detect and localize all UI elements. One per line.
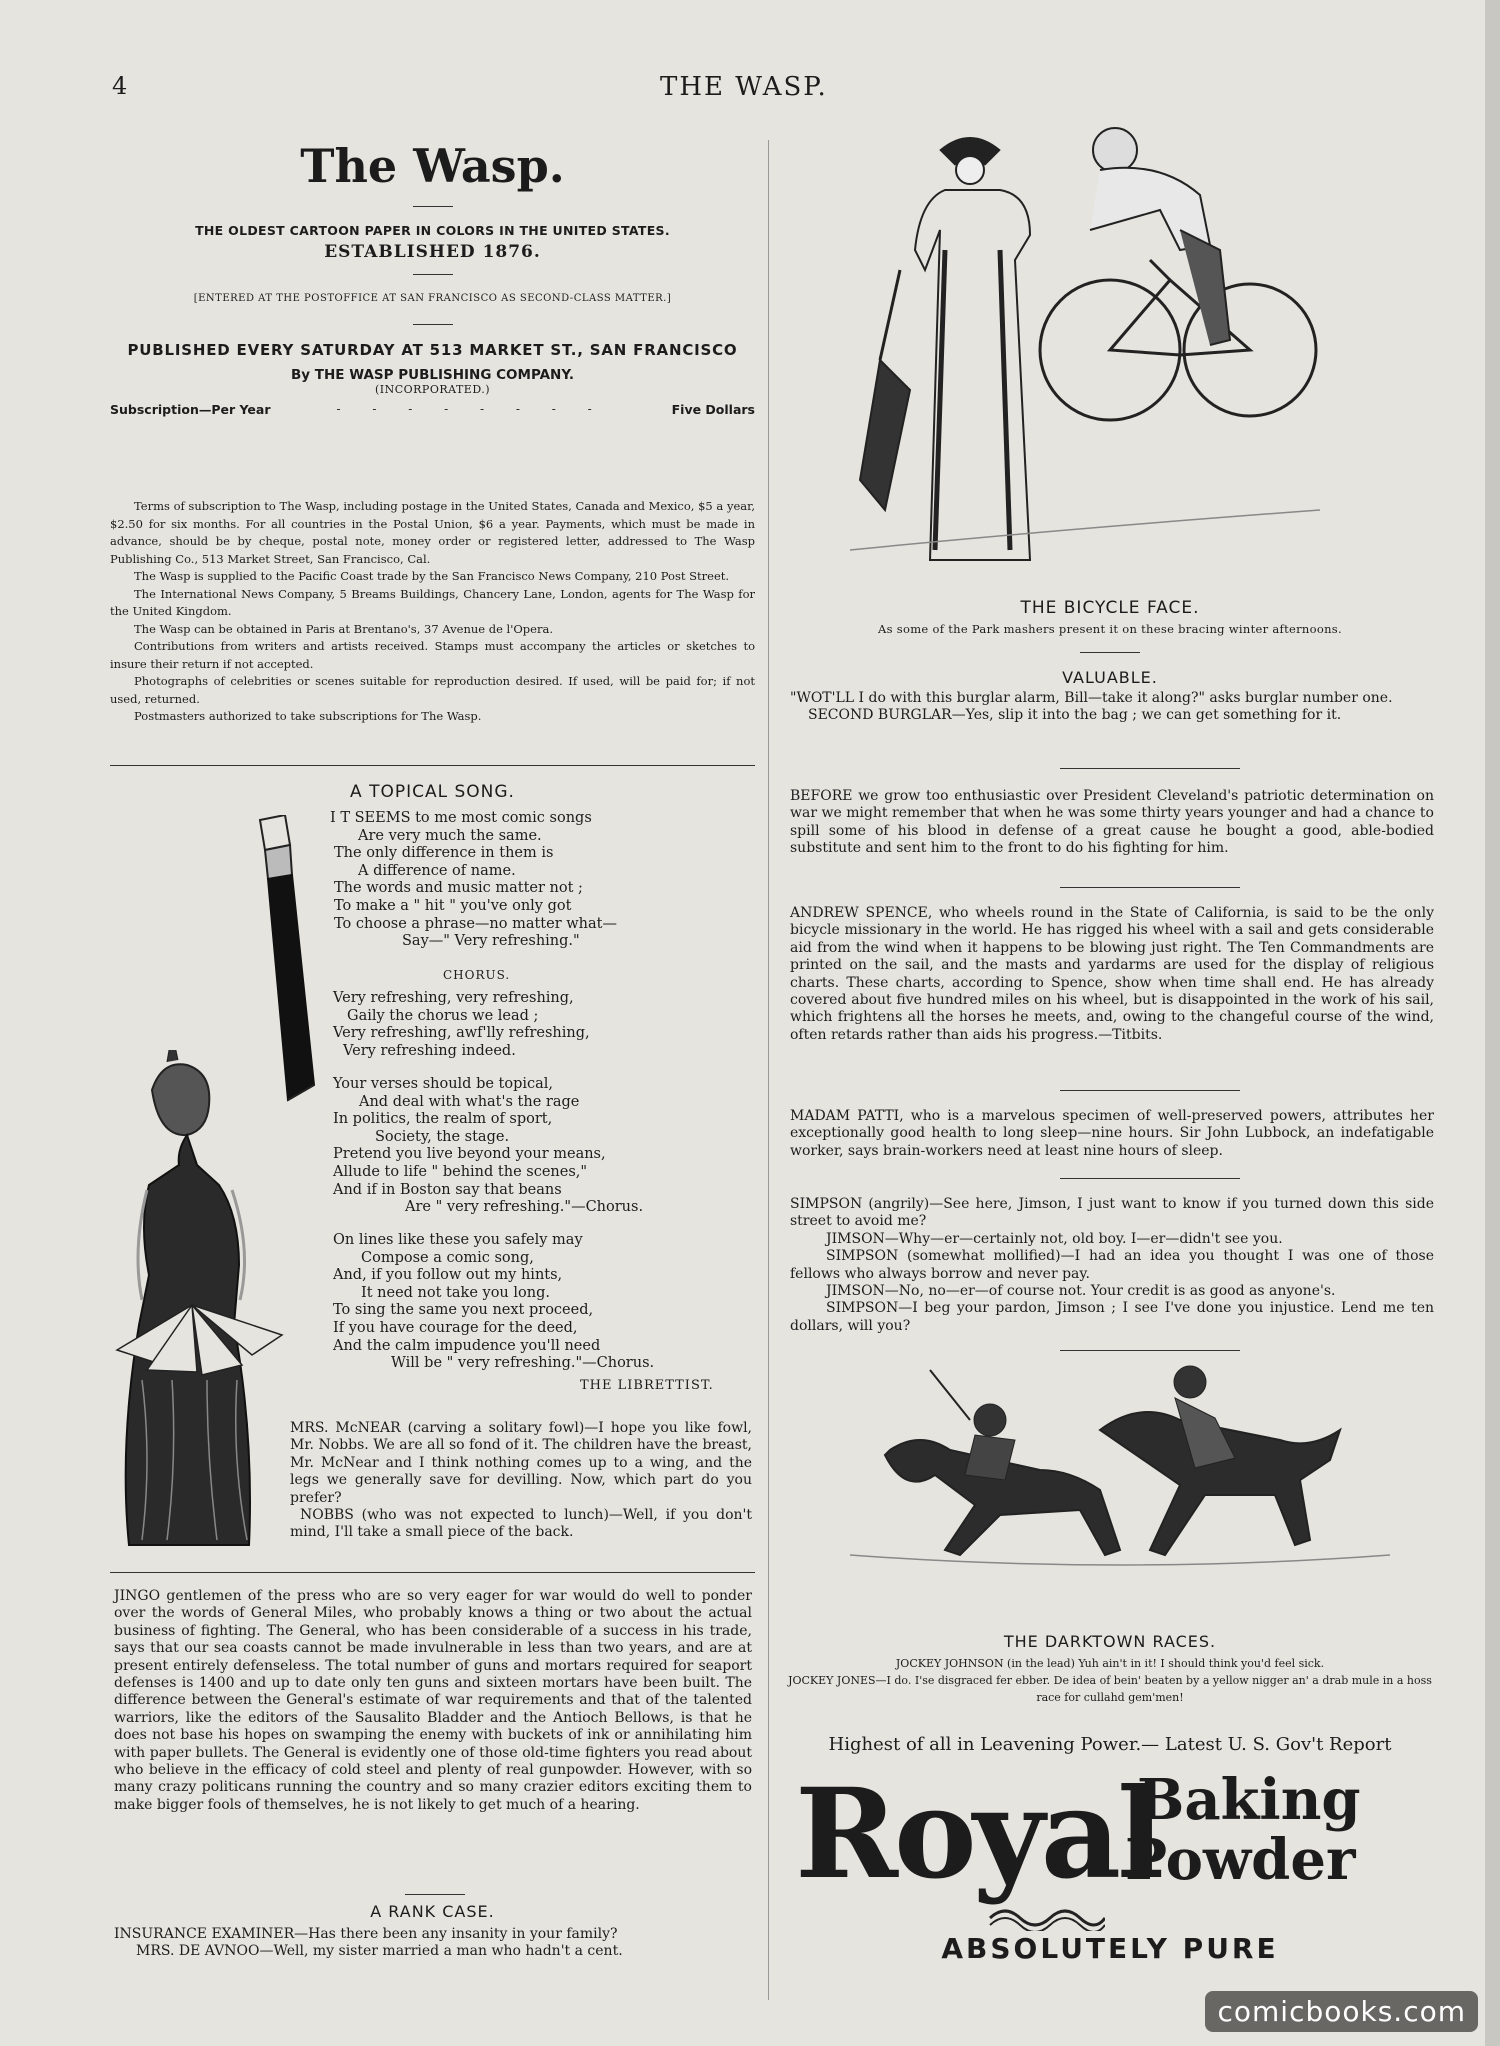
song-stanza-2 xyxy=(333,1076,753,1217)
verse-line: And deal with what's the rage xyxy=(359,1093,580,1110)
ad-ornament-icon xyxy=(985,1905,1105,1931)
masthead-tagline: THE OLDEST CARTOON PAPER IN COLORS IN THE UNITED STATES. xyxy=(195,223,670,238)
song-stanza-1 xyxy=(330,810,750,951)
masthead-incorporated: (INCORPORATED.) xyxy=(374,383,491,396)
royal-baking-powder-ad xyxy=(785,1720,1435,1990)
terms-paragraph: Terms of subscription to The Wasp, including postage in the United States, Canada and Mexico, $5 a year, $2.50 for six months. For all countries in the Postal Union, $6 a year. Payments, which must be made in advance, should be by cheque, postal note, money order or registered letter, addressed to The Wasp Publishing Co., 513 Market Street, San Francisco, Cal. xyxy=(110,499,755,566)
verse-line: Are very much the same. xyxy=(358,827,542,844)
verse-line: Society, the stage. xyxy=(375,1128,510,1145)
simpson-item xyxy=(790,1196,1434,1335)
verse-line: To choose a phrase—no matter what— xyxy=(334,915,617,932)
verse-line: If you have courage for the deed, xyxy=(333,1319,578,1336)
verse-line: The words and music matter not ; xyxy=(334,880,583,897)
valuable-heading: VALUABLE. xyxy=(1062,668,1158,687)
running-head xyxy=(0,72,1485,112)
verse-line: Your verses should be topical, xyxy=(333,1076,554,1092)
bicycle-face-illustration xyxy=(850,120,1330,590)
watermark: comicbooks.com xyxy=(1205,1991,1478,2032)
ad-brand: Royal xyxy=(795,1762,1161,1907)
subscription-price: Five Dollars xyxy=(671,402,755,417)
ad-top-line: Highest of all in Leavening Power.— Latest U. S. Gov't Report xyxy=(828,1734,1392,1755)
verse-line: To sing the same you next proceed, xyxy=(333,1302,594,1319)
verse-line: In politics, the realm of sport, xyxy=(333,1111,553,1128)
spence-text: ANDREW SPENCE, who wheels round in the State of California, is said to be the only bicycle missionary in the world. He has rigged his wheel with a sail and gets considerable aid from the wind when it happens to be blowing just right. The Ten Commandments are printed on the sail, and the masts and yardarms are used for the display of religious charts. These charts, according to Spence, show when time shall end. He has already covered about five hundred miles on his wheel, but is disappointed in the work of his sail, which frightens all the horses he meets, and, owing to the changeful course of the wind, often retards rather than aids his progress.—Titbits. xyxy=(790,905,1434,1043)
verse-line: To make a " hit " you've only got xyxy=(334,897,572,914)
subscription-label: Subscription—Per Year xyxy=(110,402,271,417)
page-number: 4 xyxy=(112,72,128,100)
rank-case-heading: A RANK CASE. xyxy=(370,1902,495,1921)
song-stanza-3 xyxy=(333,1232,753,1373)
lady-with-fan-illustration xyxy=(112,1050,302,1560)
valuable-line: "WOT'LL I do with this burglar alarm, Bill—take it along?" asks burglar number one. xyxy=(790,690,1393,706)
spence-item xyxy=(790,905,1434,1044)
simpson-line: SIMPSON—I beg your pardon, Jimson ; I see I've done you injustice. Lend me ten dollars, will you? xyxy=(790,1300,1434,1334)
terms-block xyxy=(110,498,755,726)
verse-line: Say—" Very refreshing." xyxy=(402,933,580,950)
masthead-entered: [ENTERED AT THE POSTOFFICE AT SAN FRANCISCO AS SECOND-CLASS MATTER.] xyxy=(193,293,672,304)
terms-paragraph: Contributions from writers and artists received. Stamps must accompany the articles or sketches to insure their return if not accepted. xyxy=(110,639,755,671)
short-rule xyxy=(1060,1178,1240,1179)
masthead xyxy=(110,138,755,417)
verse-line: Very refreshing, very refreshing, xyxy=(333,990,574,1006)
cleveland-text: BEFORE we grow too enthusiastic over President Cleveland's patriotic determination on war we might remember that when he was some thirty years younger and had a chance to spill some of his blood in defense of a great cause he bought a good, able-bodied substitute and sent him to the front to do his fighting for him. xyxy=(790,788,1434,857)
ad-word-powder: Powder xyxy=(1125,1827,1356,1893)
valuable-item xyxy=(790,690,1434,725)
patti-text: MADAM PATTI, who is a marvelous specimen of well-preserved powers, attributes her exceptionally good health to long sleep—nine hours. Sir John Lubbock, an indefatigable worker, says brain-workers need at least nine hours of sleep. xyxy=(790,1108,1434,1159)
masthead-established: ESTABLISHED 1876. xyxy=(324,242,541,262)
terms-paragraph: The International News Company, 5 Breams Buildings, Chancery Lane, London, agents for The Wasp for the United Kingdom. xyxy=(110,586,755,618)
verse-line: Gaily the chorus we lead ; xyxy=(347,1007,539,1024)
races-caption: THE DARKTOWN RACES. xyxy=(1003,1632,1217,1651)
verse-line: Allude to life " behind the scenes," xyxy=(333,1163,588,1180)
verse-line: It need not take you long. xyxy=(361,1284,550,1301)
verse-line: And, if you follow out my hints, xyxy=(333,1267,563,1284)
races-line: JOCKEY JOHNSON (in the lead) Yuh ain't in it! I should think you'd feel sick. xyxy=(895,1657,1325,1670)
races-line: JOCKEY JONES—I do. I'se disgraced fer ebber. De idea of bein' beaten by a yellow nigger an' a drab mule in a hoss race for cullahd gem'men! xyxy=(788,1674,1432,1704)
verse-line: And if in Boston say that beans xyxy=(333,1181,562,1198)
verse-line: Will be " very refreshing."—Chorus. xyxy=(391,1355,655,1372)
patti-item xyxy=(790,1108,1434,1160)
simpson-line: JIMSON—Why—er—certainly not, old boy. I—er—didn't see you. xyxy=(826,1230,1283,1247)
short-rule xyxy=(1060,1090,1240,1091)
masthead-title: The Wasp. xyxy=(300,139,565,193)
simpson-line: JIMSON—No, no—er—of course not. Your credit is as good as anyone's. xyxy=(826,1283,1336,1300)
bicycle-subcaption: As some of the Park mashers present it on these bracing winter afternoons. xyxy=(878,622,1342,636)
short-rule xyxy=(1080,652,1140,653)
terms-paragraph: Postmasters authorized to take subscriptions for The Wasp. xyxy=(134,709,482,723)
verse-line: Very refreshing indeed. xyxy=(343,1042,516,1059)
running-title: THE WASP. xyxy=(660,72,828,102)
verse-line: Very refreshing, awf'lly refreshing, xyxy=(333,1025,590,1042)
short-rule xyxy=(1060,887,1240,888)
darktown-races-illustration xyxy=(850,1360,1390,1600)
masthead-published: PUBLISHED EVERY SATURDAY AT 513 MARKET ST., SAN FRANCISCO xyxy=(127,341,738,359)
short-rule xyxy=(405,1894,465,1895)
terms-paragraph: The Wasp is supplied to the Pacific Coast trade by the San Francisco News Company, 210 Post Street. xyxy=(134,569,730,583)
verse-line: And the calm impudence you'll need xyxy=(333,1337,601,1354)
verse-line: Pretend you live beyond your means, xyxy=(333,1146,606,1163)
short-rule xyxy=(1060,768,1240,769)
verse-line: On lines like these you safely may xyxy=(333,1232,583,1248)
mcnear-line: MRS. McNEAR (carving a solitary fowl)—I hope you like fowl, Mr. Nobbs. We are all so fond of it. The children have the breast, Mr. McNear and I think nothing comes up to a wing, and the legs we generally save for devilling. Now, which part do you prefer? xyxy=(290,1420,752,1506)
mcnear-line: NOBBS (who was not expected to lunch)—Well, if you don't mind, I'll take a small piece of the back. xyxy=(290,1507,752,1541)
terms-paragraph: The Wasp can be obtained in Paris at Brentano's, 37 Avenue de l'Opera. xyxy=(134,621,553,636)
bicycle-caption: THE BICYCLE FACE. xyxy=(1020,598,1200,618)
column-rule xyxy=(110,1572,755,1573)
verse-line: I T SEEMS to me most comic songs xyxy=(330,810,592,826)
masthead-by: By THE WASP PUBLISHING COMPANY. xyxy=(290,367,575,383)
mcnear-item xyxy=(290,1420,752,1542)
page-edge-shadow xyxy=(1485,0,1500,2046)
races-dialogue xyxy=(785,1655,1435,1706)
subscription-dots: - - - - - - - - xyxy=(336,402,606,416)
rank-case-item xyxy=(114,1926,754,1961)
jingo-item xyxy=(114,1588,752,1814)
rank-case-line: INSURANCE EXAMINER—Has there been any insanity in your family? xyxy=(114,1926,618,1942)
ad-bottom-line: ABSOLUTELY PURE xyxy=(941,1932,1279,1965)
simpson-line: SIMPSON (somewhat mollified)—I had an idea you thought I was one of those fellows who always borrow and never pay. xyxy=(790,1248,1434,1282)
verse-line: The only difference in them is xyxy=(334,845,554,862)
subscription-line xyxy=(110,402,755,417)
rank-case-line: MRS. DE AVNOO—Well, my sister married a man who hadn't a cent. xyxy=(136,1943,623,1960)
cleveland-item xyxy=(790,788,1434,858)
jingo-text: JINGO gentlemen of the press who are so very eager for war would do well to ponder over the words of General Miles, who probably knows a thing or two about the actual business of fighting. The General, who has been considerable of a success in his trade, says that our sea coasts cannot be made invulnerable in less than two years, and are at present entirely defenseless. The total number of guns and mortars required for seaport defenses is 1400 and up to date only ten guns and sixteen mortars have been built. The difference between the General's estimate of war requirements and that of the talented warriors, like the editors of the Sausalito Bladder and the Antioch Bellows, is that he does not base his hopes on swamping the enemy with buckets of ink or annihilating him with paper bullets. The General is evidently one of those old-time fighters you read about who believe in the efficacy of cold steel and plenty of real gunpowder. However, with so many crazy politicans running the country and so many crazier editors exciting them to make bigger fools of themselves, he is not likely to get much of a hearing. xyxy=(114,1588,752,1813)
column-rule xyxy=(110,765,755,766)
verse-line: Compose a comic song, xyxy=(361,1249,534,1266)
chorus-label: CHORUS. xyxy=(443,968,511,982)
simpson-line: SIMPSON (angrily)—See here, Jimson, I just want to know if you turned down this side street to avoid me? xyxy=(790,1196,1434,1230)
song-signature: THE LIBRETTIST. xyxy=(580,1378,714,1393)
terms-paragraph: Photographs of celebrities or scenes suitable for reproduction desired. If used, will be paid for; if not used, returned. xyxy=(110,674,755,706)
short-rule xyxy=(1060,1350,1240,1351)
verse-line: Are " very refreshing."—Chorus. xyxy=(405,1199,644,1216)
valuable-line: SECOND BURGLAR—Yes, slip it into the bag ; we can get something for it. xyxy=(808,707,1342,724)
ad-word-baking: Baking xyxy=(1137,1767,1361,1833)
column-divider xyxy=(768,140,769,2000)
topical-song-heading: A TOPICAL SONG. xyxy=(350,782,515,802)
verse-line: A difference of name. xyxy=(358,862,516,879)
song-chorus xyxy=(333,990,753,1060)
